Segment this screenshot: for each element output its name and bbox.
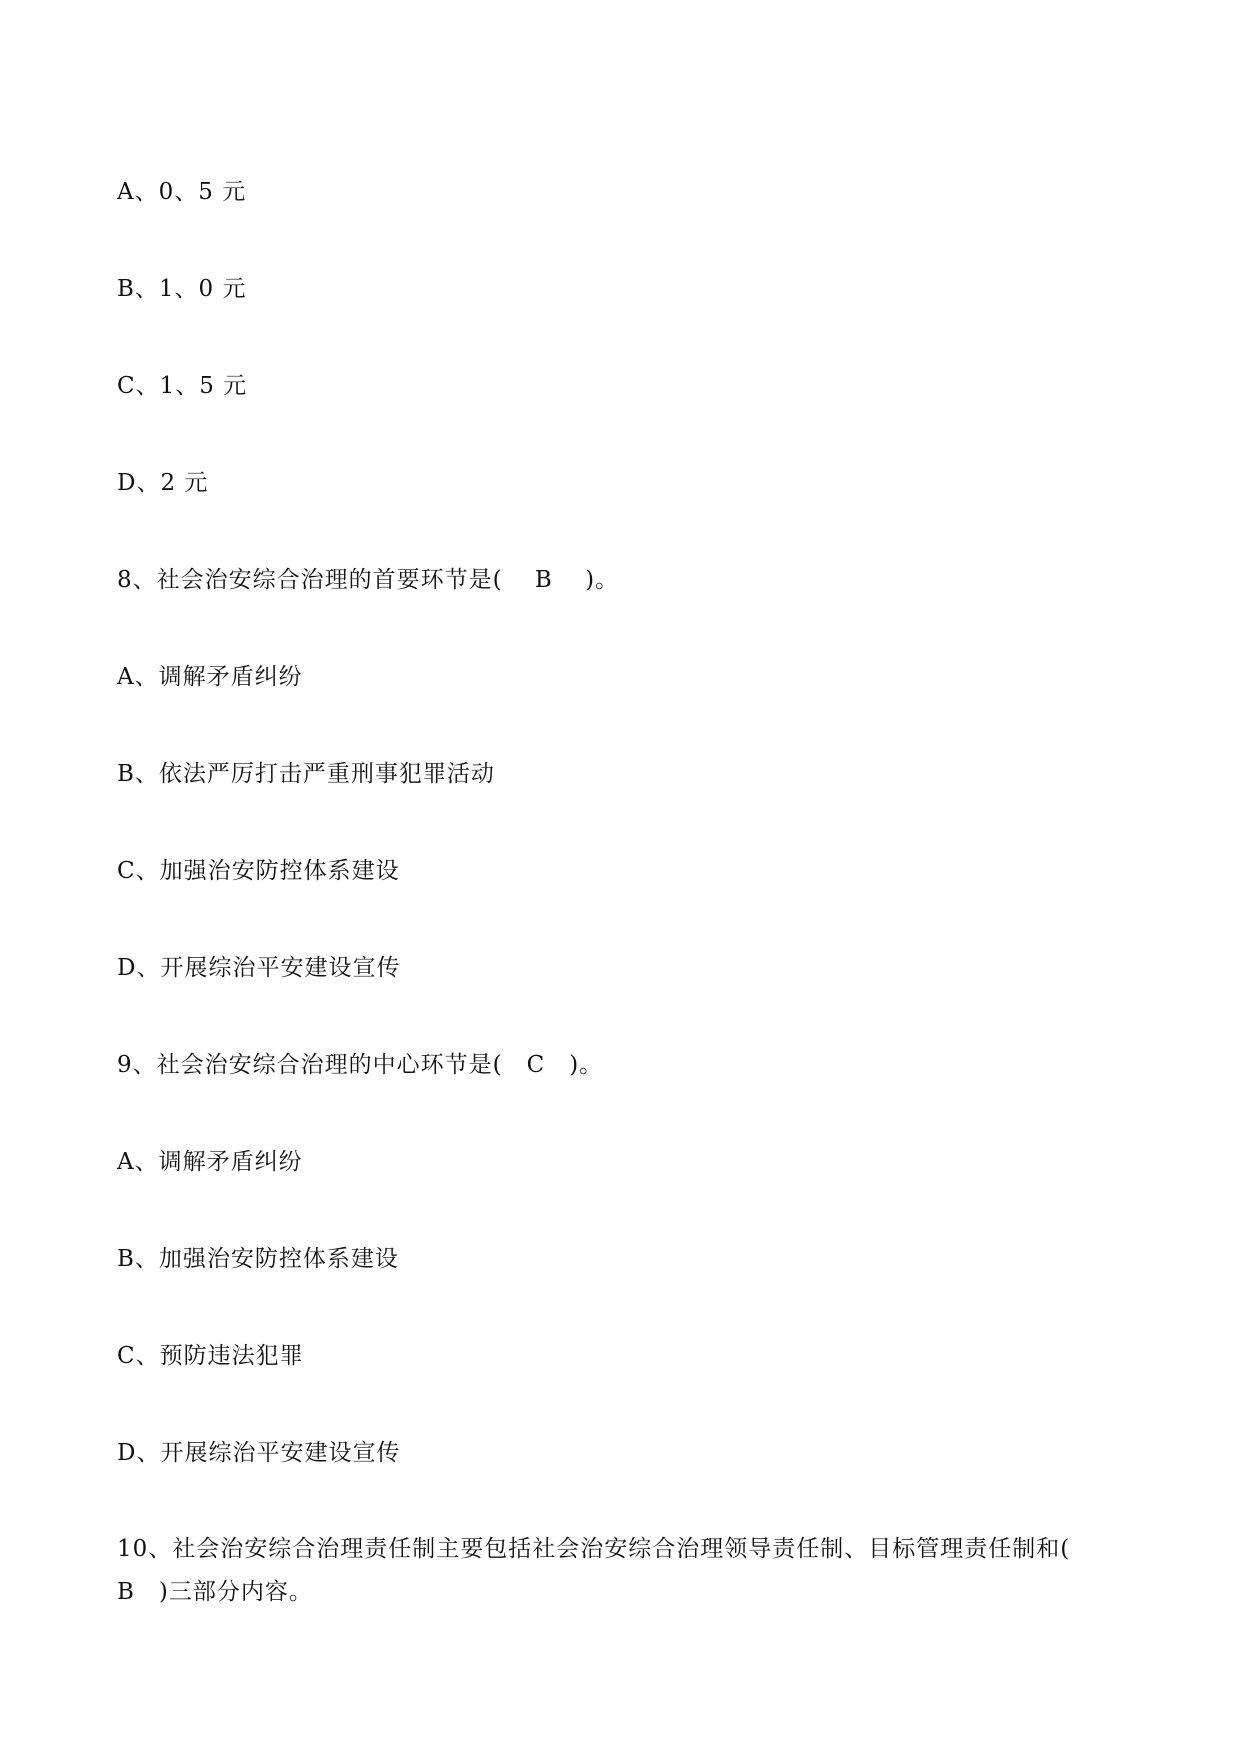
- question-10: 10、社会治安综合治理责任制主要包括社会治安综合治理领导责任制、目标管理责任制和( B )三部分内容。: [117, 1536, 1095, 1605]
- question-9: 9、社会治安综合治理的中心环节是( C )。: [117, 1052, 604, 1078]
- q9-option-d: D、开展综治平安建设宣传: [117, 1440, 401, 1466]
- q9-option-c: C、预防违法犯罪: [117, 1343, 304, 1369]
- q8-option-c: C、加强治安防控体系建设: [117, 858, 400, 884]
- q9-option-b: B、加强治安防控体系建设: [117, 1246, 399, 1272]
- q8-option-a: A、调解矛盾纠纷: [117, 664, 303, 690]
- q9-option-a: A、调解矛盾纠纷: [117, 1149, 303, 1175]
- q7-option-d: D、2 元: [117, 470, 209, 496]
- q8-option-b: B、依法严厉打击严重刑事犯罪活动: [117, 761, 495, 787]
- q7-option-c: C、1、5 元: [117, 373, 248, 399]
- q8-option-d: D、开展综治平安建设宣传: [117, 955, 401, 981]
- question-8: 8、社会治安综合治理的首要环节是( B )。: [117, 567, 620, 593]
- q7-option-b: B、1、0 元: [117, 276, 247, 302]
- q7-option-a: A、0、5 元: [117, 179, 247, 205]
